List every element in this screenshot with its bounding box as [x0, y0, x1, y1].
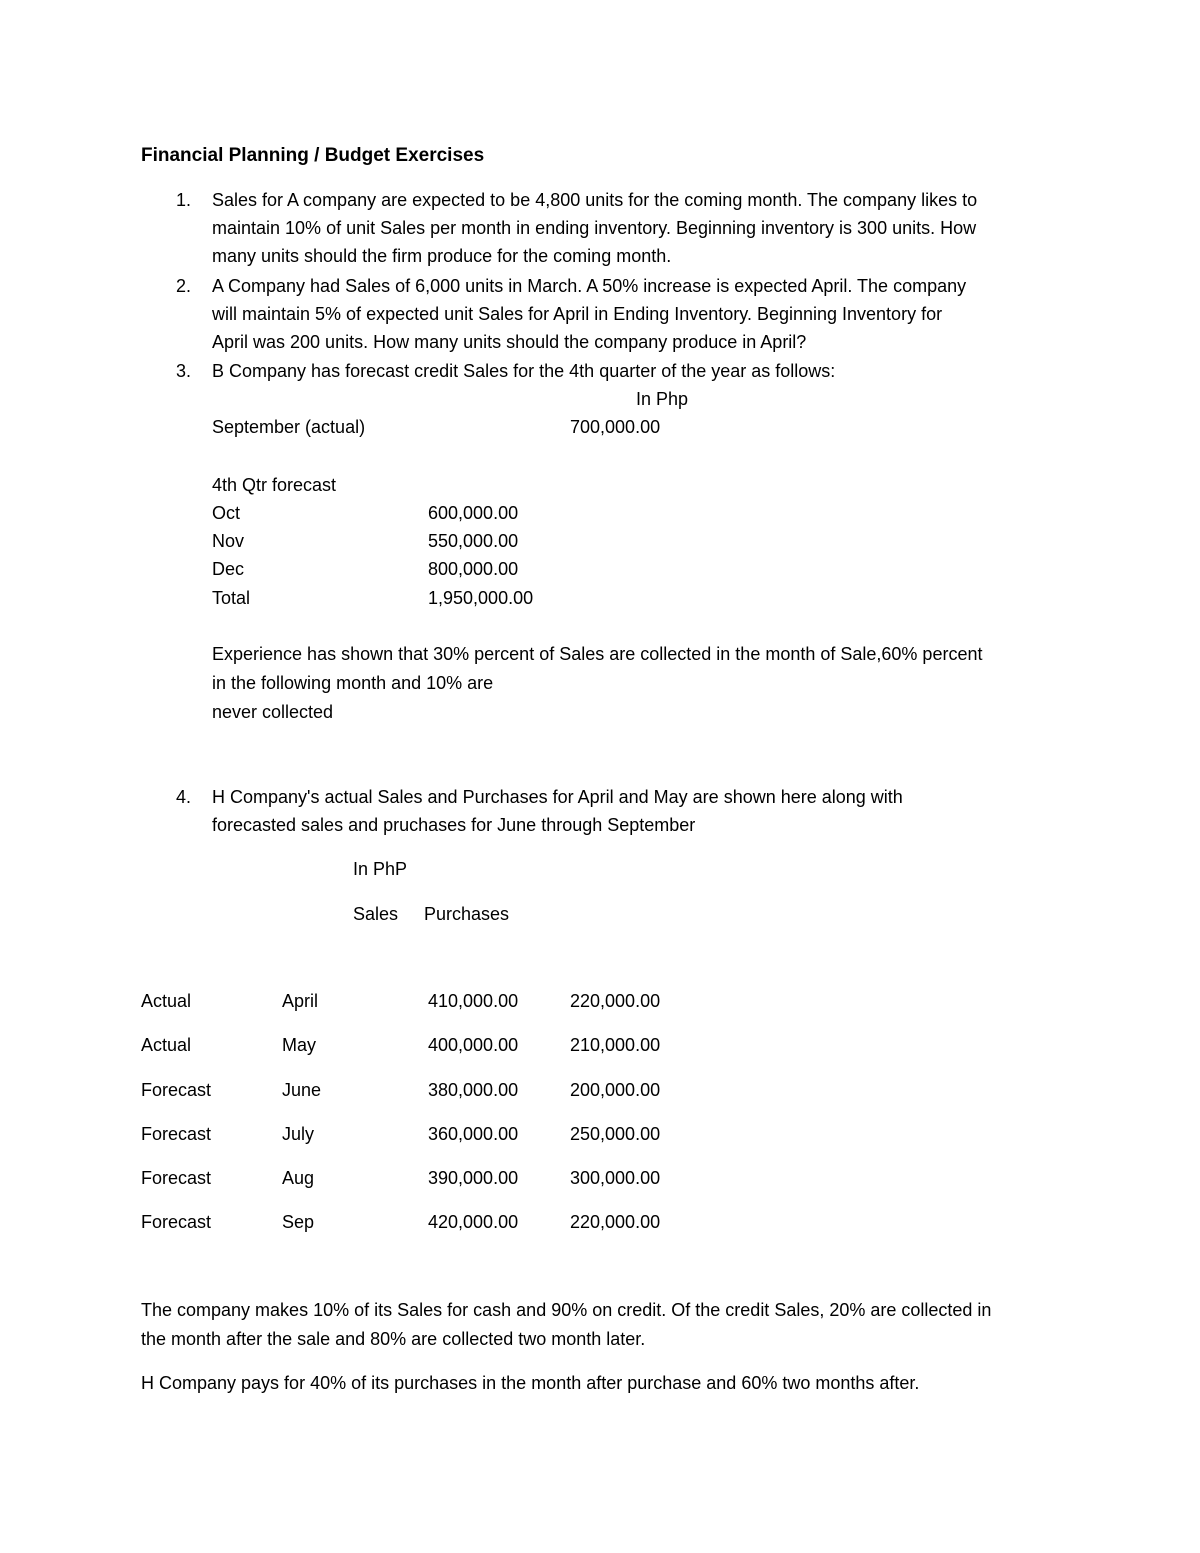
row-sales: 380,000.00 — [428, 1080, 519, 1100]
question-2-number: 2. — [176, 276, 192, 296]
question-2-line-2: will maintain 5% of expected unit Sales for April in Ending Inventory. Beginning Inventory for — [212, 304, 943, 324]
forecast-header: 4th Qtr forecast — [212, 475, 337, 495]
row-purchases: 200,000.00 — [570, 1080, 661, 1100]
row-type: Actual — [141, 991, 192, 1011]
forecast-row-value: 600,000.00 — [428, 503, 519, 523]
column-header-purchases: Purchases — [424, 904, 510, 924]
row-type: Forecast — [141, 1080, 212, 1100]
forecast-row-value: 800,000.00 — [428, 559, 519, 579]
question-3-currency-header: In Php — [636, 389, 689, 409]
collection-note-line-1: Experience has shown that 30% percent of Sales are collected in the month of Sale,60% percent — [212, 644, 983, 664]
row-month: May — [282, 1035, 317, 1055]
row-purchases: 220,000.00 — [570, 991, 661, 1011]
question-3-intro: B Company has forecast credit Sales for the 4th quarter of the year as follows: — [212, 361, 836, 381]
payment-terms-line: H Company pays for 40% of its purchases in the month after purchase and 60% two months after. — [141, 1373, 920, 1393]
forecast-total-label: Total — [212, 588, 251, 608]
forecast-row-label: Dec — [212, 559, 245, 579]
page-title: Financial Planning / Budget Exercises — [141, 145, 485, 166]
row-purchases: 300,000.00 — [570, 1168, 661, 1188]
september-value: 700,000.00 — [570, 417, 661, 437]
question-4-line-1: H Company's actual Sales and Purchases for April and May are shown here along with — [212, 787, 903, 807]
row-month: Sep — [282, 1212, 315, 1232]
row-month: Aug — [282, 1168, 315, 1188]
forecast-total-value: 1,950,000.00 — [428, 588, 534, 608]
row-type: Forecast — [141, 1212, 212, 1232]
row-sales: 400,000.00 — [428, 1035, 519, 1055]
forecast-row-value: 550,000.00 — [428, 531, 519, 551]
september-label: September (actual) — [212, 417, 366, 437]
forecast-row-label: Oct — [212, 503, 241, 523]
question-2-line-1: A Company had Sales of 6,000 units in March. A 50% increase is expected April. The company — [212, 276, 967, 296]
row-type: Forecast — [141, 1168, 212, 1188]
collection-note-line-2: in the following month and 10% are — [212, 673, 494, 693]
row-month: June — [282, 1080, 322, 1100]
question-1-line-3: many units should the firm produce for the coming month. — [212, 246, 672, 266]
row-month: July — [282, 1124, 315, 1144]
question-4-currency-header: In PhP — [353, 859, 408, 879]
row-purchases: 250,000.00 — [570, 1124, 661, 1144]
question-4-number: 4. — [176, 787, 192, 807]
row-purchases: 210,000.00 — [570, 1035, 661, 1055]
question-1-line-1: Sales for A company are expected to be 4,800 units for the coming month. The company likes to — [212, 190, 978, 210]
row-purchases: 220,000.00 — [570, 1212, 661, 1232]
row-sales: 410,000.00 — [428, 991, 519, 1011]
row-sales: 390,000.00 — [428, 1168, 519, 1188]
row-month: April — [282, 991, 319, 1011]
row-sales: 420,000.00 — [428, 1212, 519, 1232]
collection-note-line-3: never collected — [212, 702, 334, 722]
forecast-row-label: Nov — [212, 531, 245, 551]
question-1-number: 1. — [176, 190, 192, 210]
question-3-number: 3. — [176, 361, 192, 381]
question-1-line-2: maintain 10% of unit Sales per month in ending inventory. Beginning inventory is 300 units. How — [212, 218, 977, 238]
column-header-sales: Sales — [353, 904, 399, 924]
row-type: Forecast — [141, 1124, 212, 1144]
row-type: Actual — [141, 1035, 192, 1055]
credit-terms-line-1: The company makes 10% of its Sales for cash and 90% on credit. Of the credit Sales, 20% are collected in — [141, 1300, 992, 1320]
question-2-line-3: April was 200 units. How many units should the company produce in April? — [212, 332, 807, 352]
credit-terms-line-2: the month after the sale and 80% are collected two month later. — [141, 1329, 646, 1349]
row-sales: 360,000.00 — [428, 1124, 519, 1144]
question-4-line-2: forecasted sales and pruchases for June through September — [212, 815, 696, 835]
